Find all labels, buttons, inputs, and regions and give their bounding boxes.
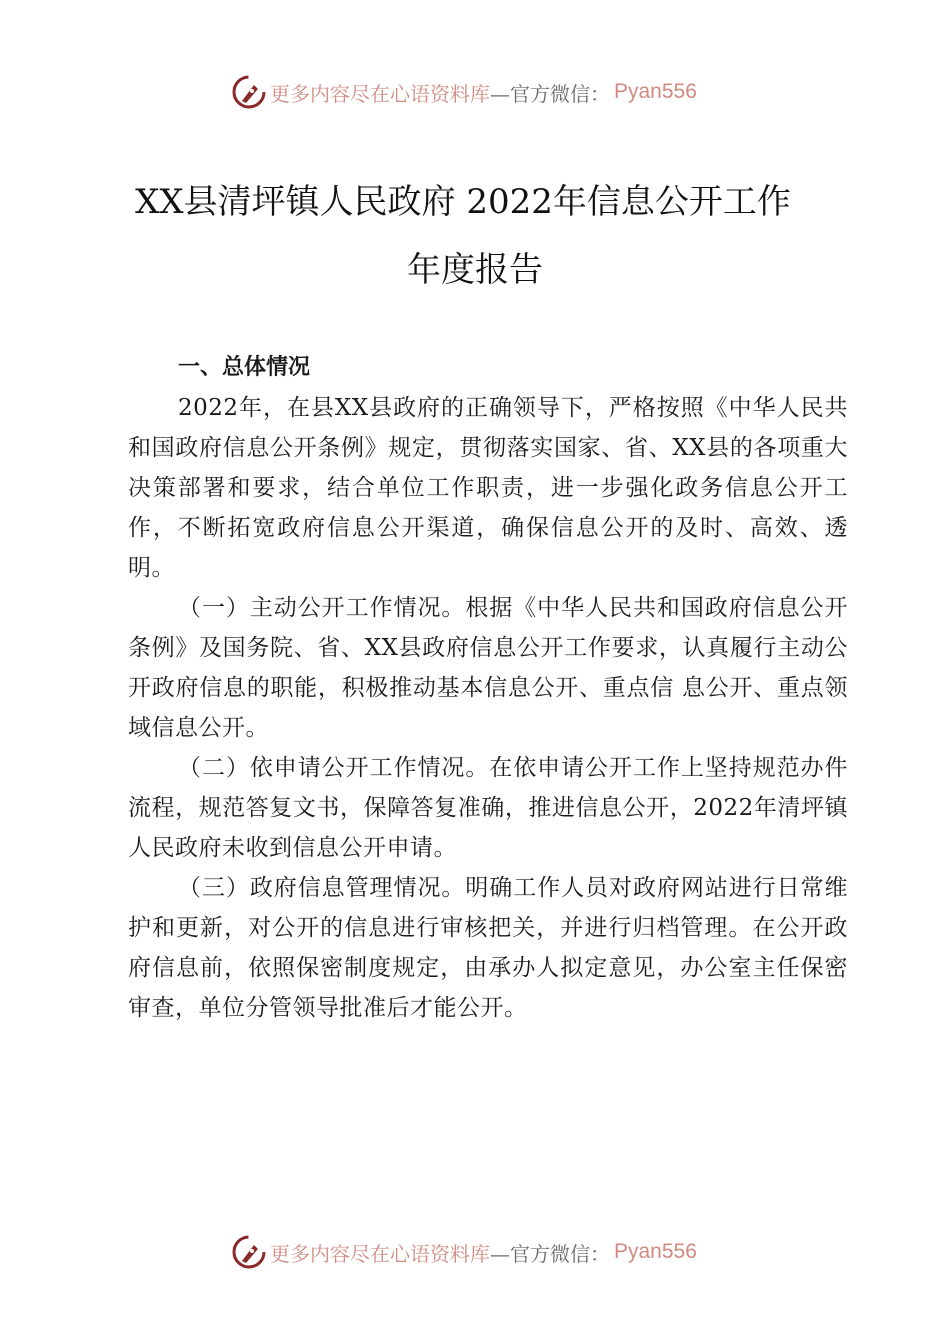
watermark-wechat-label: —官方微信： — [490, 81, 610, 106]
paragraph-overview: 2022年，在县XX县政府的正确领导下，严格按照《中华人民共和国政府信息公开条例》规定，贯彻落实国家、省、XX县的各项重大决策部署和要求，结合单位工作职责，进一步强化政务信息公开工作，不断拓宽政府信息公开渠道，确保信息公开的及时、高效、透明。 — [128, 395, 848, 581]
footer-watermark — [232, 1232, 752, 1272]
document-title-line1: XX县清坪镇人民政府 2022年信息公开工作 — [135, 182, 791, 222]
document-title-line2: 年度报告 — [407, 250, 543, 290]
section-heading: 一、总体情况 — [178, 355, 311, 380]
paragraph-proactive-disclosure: （一）主动公开工作情况。根据《中华人民共和国政府信息公开条例》及国务院、省、XX县政府信息公开工作要求，认真履行主动公开政府信息的职能，积极推动基本信息公开、重点信 息公开、重点领域信息公开。 — [128, 595, 848, 741]
watermark-promo-text: 更多内容尽在心语资料库 — [270, 81, 490, 106]
watermark-wechat-label: —官方微信： — [490, 1241, 610, 1266]
paragraph-info-management: （三）政府信息管理情况。明确工作人员对政府网站进行日常维护和更新，对公开的信息进行审核把关，并进行归档管理。在公开政府信息前，依照保密制度规定，由承办人拟定意见，办公室主任保密审查，单位分管领导批准后才能公开。 — [128, 875, 848, 1021]
pen-nib-logo-icon — [232, 75, 266, 109]
watermark-wechat-id: Pyan556 — [614, 1240, 697, 1263]
watermark-wechat-id: Pyan556 — [614, 80, 697, 103]
pen-nib-logo-icon — [232, 1235, 266, 1269]
document-body — [128, 348, 848, 1028]
paragraph-application-disclosure: （二）依申请公开工作情况。在依申请公开工作上坚持规范办件流程，规范答复文书，保障答复准确，推进信息公开，2022年清坪镇人民政府未收到信息公开申请。 — [128, 755, 848, 861]
watermark-promo-text: 更多内容尽在心语资料库 — [270, 1241, 490, 1266]
header-watermark — [232, 72, 752, 112]
